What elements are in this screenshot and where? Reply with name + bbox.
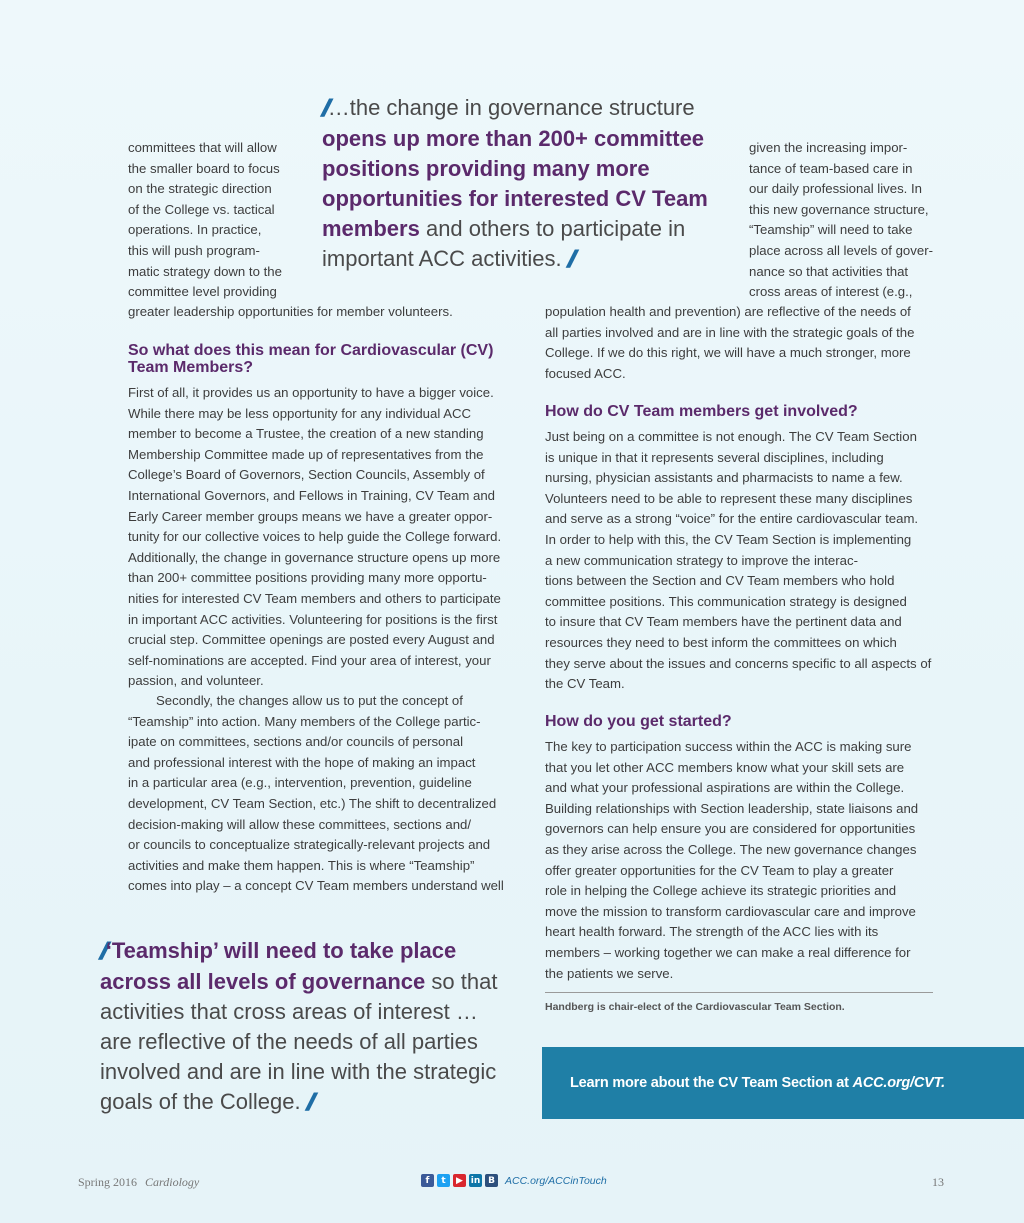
right-column-top [749, 138, 939, 303]
text-line: given the increasing impor- [749, 140, 908, 155]
quote-close-icon: // [567, 247, 572, 272]
text-line: Building relationships with Section leadership, state liaisons and [545, 800, 919, 816]
cta-text [570, 1075, 945, 1091]
text-line: activities and make them happen. This is where “Teamship” [128, 857, 475, 873]
text-line: Membership Committee made up of representatives from the [128, 446, 484, 462]
text-line: Volunteers need to be able to represent these many disciplines [545, 490, 913, 506]
footer-issue [78, 1175, 199, 1190]
text-line: matic strategy down to the [128, 263, 282, 279]
text-line: in a particular area (e.g., intervention, prevention, guideline [128, 775, 472, 791]
text-line: decision-making will allow these committees, sections and/ [128, 816, 472, 832]
text-line: than 200+ committee positions providing many more opportu- [128, 570, 487, 586]
text-line: Just being on a committee is not enough. The CV Team Section [545, 429, 917, 444]
heading-line: So what does this mean for Cardiovascular (CV) [128, 342, 494, 359]
text-line: crucial step. Committee openings are posted every August and [128, 632, 495, 648]
text-line: on the strategic direction [128, 181, 272, 197]
text-line: committee level providing [128, 284, 277, 300]
author-byline: Handberg is chair-elect of the Cardiovascular Team Section. [545, 1001, 845, 1013]
text-line: population health and prevention) are reflective of the needs of [545, 304, 911, 319]
text-line: committees that will allow [128, 140, 277, 155]
text-line: all parties involved and are in line with the strategic goals of the [545, 324, 915, 340]
text-line: “Teamship” will need to take [749, 222, 913, 238]
text-line: offer greater opportunities for the CV Team to play a greater [545, 862, 894, 878]
text-line: heart health forward. The strength of the ACC lies with its [545, 924, 879, 940]
text-line: is unique in that it represents several disciplines, including [545, 449, 884, 465]
text-line: or councils to conceptualize strategically-relevant projects and [128, 837, 491, 853]
text-line: this will push program- [128, 242, 260, 258]
pull-quote-top [322, 93, 742, 275]
text-line: “Teamship” into action. Many members of the College partic- [128, 713, 481, 729]
cta-label: Learn more about the CV Team Section at [570, 1075, 853, 1091]
left-column-top [128, 138, 298, 303]
text-line: tunity for our collective voices to help guide the College forward. [128, 529, 502, 545]
issue-date: Spring 2016 [78, 1175, 138, 1189]
left-column-top-final [128, 302, 528, 323]
text-line: cross areas of interest (e.g., [749, 284, 913, 300]
text-line: this new governance structure, [749, 201, 929, 217]
text-line: move the mission to transform cardiovascular care and improve [545, 903, 916, 919]
text-line: While there may be less opportunity for any individual ACC [128, 405, 472, 421]
text-line: and serve as a strong “voice” for the entire cardiovascular team. [545, 511, 919, 527]
text-line: of the College vs. tactical [128, 201, 275, 217]
text-line: In order to help with this, the CV Team Section is implementing [545, 531, 912, 547]
text-line: in important ACC activities. Volunteering for positions is the first [128, 611, 498, 627]
section-heading-get-involved [545, 403, 945, 420]
text-line: ipate on committees, sections and/or councils of personal [128, 734, 463, 750]
left-paragraph-1 [128, 383, 528, 692]
text-line: members – working together we can make a real difference for [545, 944, 911, 960]
youtube-icon[interactable]: ▶ [453, 1174, 466, 1187]
text-line: The key to participation success within the ACC is making sure [545, 739, 912, 754]
quote-open-icon: // [100, 939, 106, 964]
text-line: the CV Team. [545, 676, 625, 692]
pull-quote-bottom [100, 936, 510, 1118]
pull-quote-bottom-emphasis: ‘Teamship’ will need to take place across all levels of governance [100, 938, 457, 994]
text-line: and professional interest with the hope of making an impact [128, 754, 476, 770]
pull-quote-top-emphasis: opens up more than 200+ committee positions providing many more opportunities for interested CV Team members [322, 126, 708, 241]
text-line: that you let other ACC members know what your skill sets are [545, 759, 905, 775]
text-line: place across all levels of gover- [749, 242, 933, 258]
text-line: nities for interested CV Team members and others to participate [128, 590, 501, 606]
right-column-top-continued [545, 302, 945, 384]
text-line: resources they need to best inform the committees on which [545, 634, 897, 650]
left-paragraph-2 [128, 691, 528, 897]
text-line: comes into play – a concept CV Team members understand well [128, 878, 504, 894]
text-line: Additionally, the change in governance structure opens up more [128, 549, 501, 565]
heading-line: How do you get started? [545, 713, 732, 730]
cta-banner[interactable] [542, 1047, 1024, 1119]
text-line: operations. In practice, [128, 222, 262, 238]
social-links [421, 1174, 607, 1187]
pull-quote-bottom-tail: so that activities that cross areas of interest … are reflective of the needs of all parties involved and are in line with the strategic goals of the College. [100, 969, 498, 1114]
text-line: nance so that activities that [749, 263, 909, 279]
text-line: a new communication strategy to improve the interac- [545, 552, 858, 568]
text-line: greater leadership opportunities for member volunteers. [128, 304, 453, 319]
right-paragraph-3 [545, 427, 945, 695]
heading-line: Team Members? [128, 359, 254, 376]
page-number: 13 [932, 1175, 944, 1189]
text-line: to insure that CV Team members have the pertinent data and [545, 614, 902, 630]
text-line: International Governors, and Fellows in Training, CV Team and [128, 487, 496, 503]
pull-quote-top-tail: and others to participate in important ACC activities. [322, 216, 686, 271]
section-heading-get-started [545, 713, 945, 730]
magazine-name: Cardiology [145, 1175, 200, 1189]
text-line: the patients we serve. [545, 965, 674, 981]
text-line: self-nominations are accepted. Find your area of interest, your [128, 652, 491, 668]
cta-link[interactable]: ACC.org/CVT. [852, 1075, 945, 1091]
text-line: member to become a Trustee, the creation of a new standing [128, 426, 484, 442]
text-line: Early Career member groups means we have a greater oppor- [128, 508, 493, 524]
right-paragraph-4 [545, 737, 945, 984]
text-line: passion, and volunteer. [128, 673, 264, 689]
text-line: governors can help ensure you are considered for opportunities [545, 821, 916, 837]
text-line: tance of team-based care in [749, 160, 913, 176]
pull-quote-top-lead: …the change in governance structure [327, 95, 695, 120]
text-line: College. If we do this right, we will have a much stronger, more [545, 345, 911, 361]
text-line: development, CV Team Section, etc.) The shift to decentralized [128, 795, 497, 811]
text-line: role in helping the College achieve its strategic priorities and [545, 883, 897, 899]
divider [545, 992, 933, 993]
text-line: and what your professional aspirations are within the College. [545, 780, 905, 796]
footer-link[interactable]: ACC.org/ACCinTouch [505, 1174, 607, 1187]
text-line: the smaller board to focus [128, 160, 280, 176]
text-line: Secondly, the changes allow us to put the concept of [156, 693, 463, 708]
heading-line: How do CV Team members get involved? [545, 403, 858, 420]
text-line: our daily professional lives. In [749, 181, 922, 197]
text-line: tions between the Section and CV Team members who hold [545, 573, 895, 589]
text-line: First of all, it provides us an opportunity to have a bigger voice. [128, 385, 494, 400]
text-line: as they arise across the College. The new governance changes [545, 841, 917, 857]
text-line: nursing, physician assistants and pharmacists to name a few. [545, 470, 903, 486]
blog-icon[interactable]: B [485, 1174, 498, 1187]
section-heading-cv-team-members [128, 342, 528, 376]
text-line: committee positions. This communication strategy is designed [545, 593, 907, 609]
quote-close-icon: // [306, 1090, 311, 1115]
quote-open-icon: // [322, 96, 328, 121]
text-line: focused ACC. [545, 365, 626, 381]
facebook-icon[interactable]: f [421, 1174, 434, 1187]
text-line: they serve about the issues and concerns specific to all aspects of [545, 655, 932, 671]
twitter-icon[interactable]: t [437, 1174, 450, 1187]
text-line: College’s Board of Governors, Section Councils, Assembly of [128, 467, 485, 483]
linkedin-icon[interactable]: in [470, 1175, 481, 1186]
